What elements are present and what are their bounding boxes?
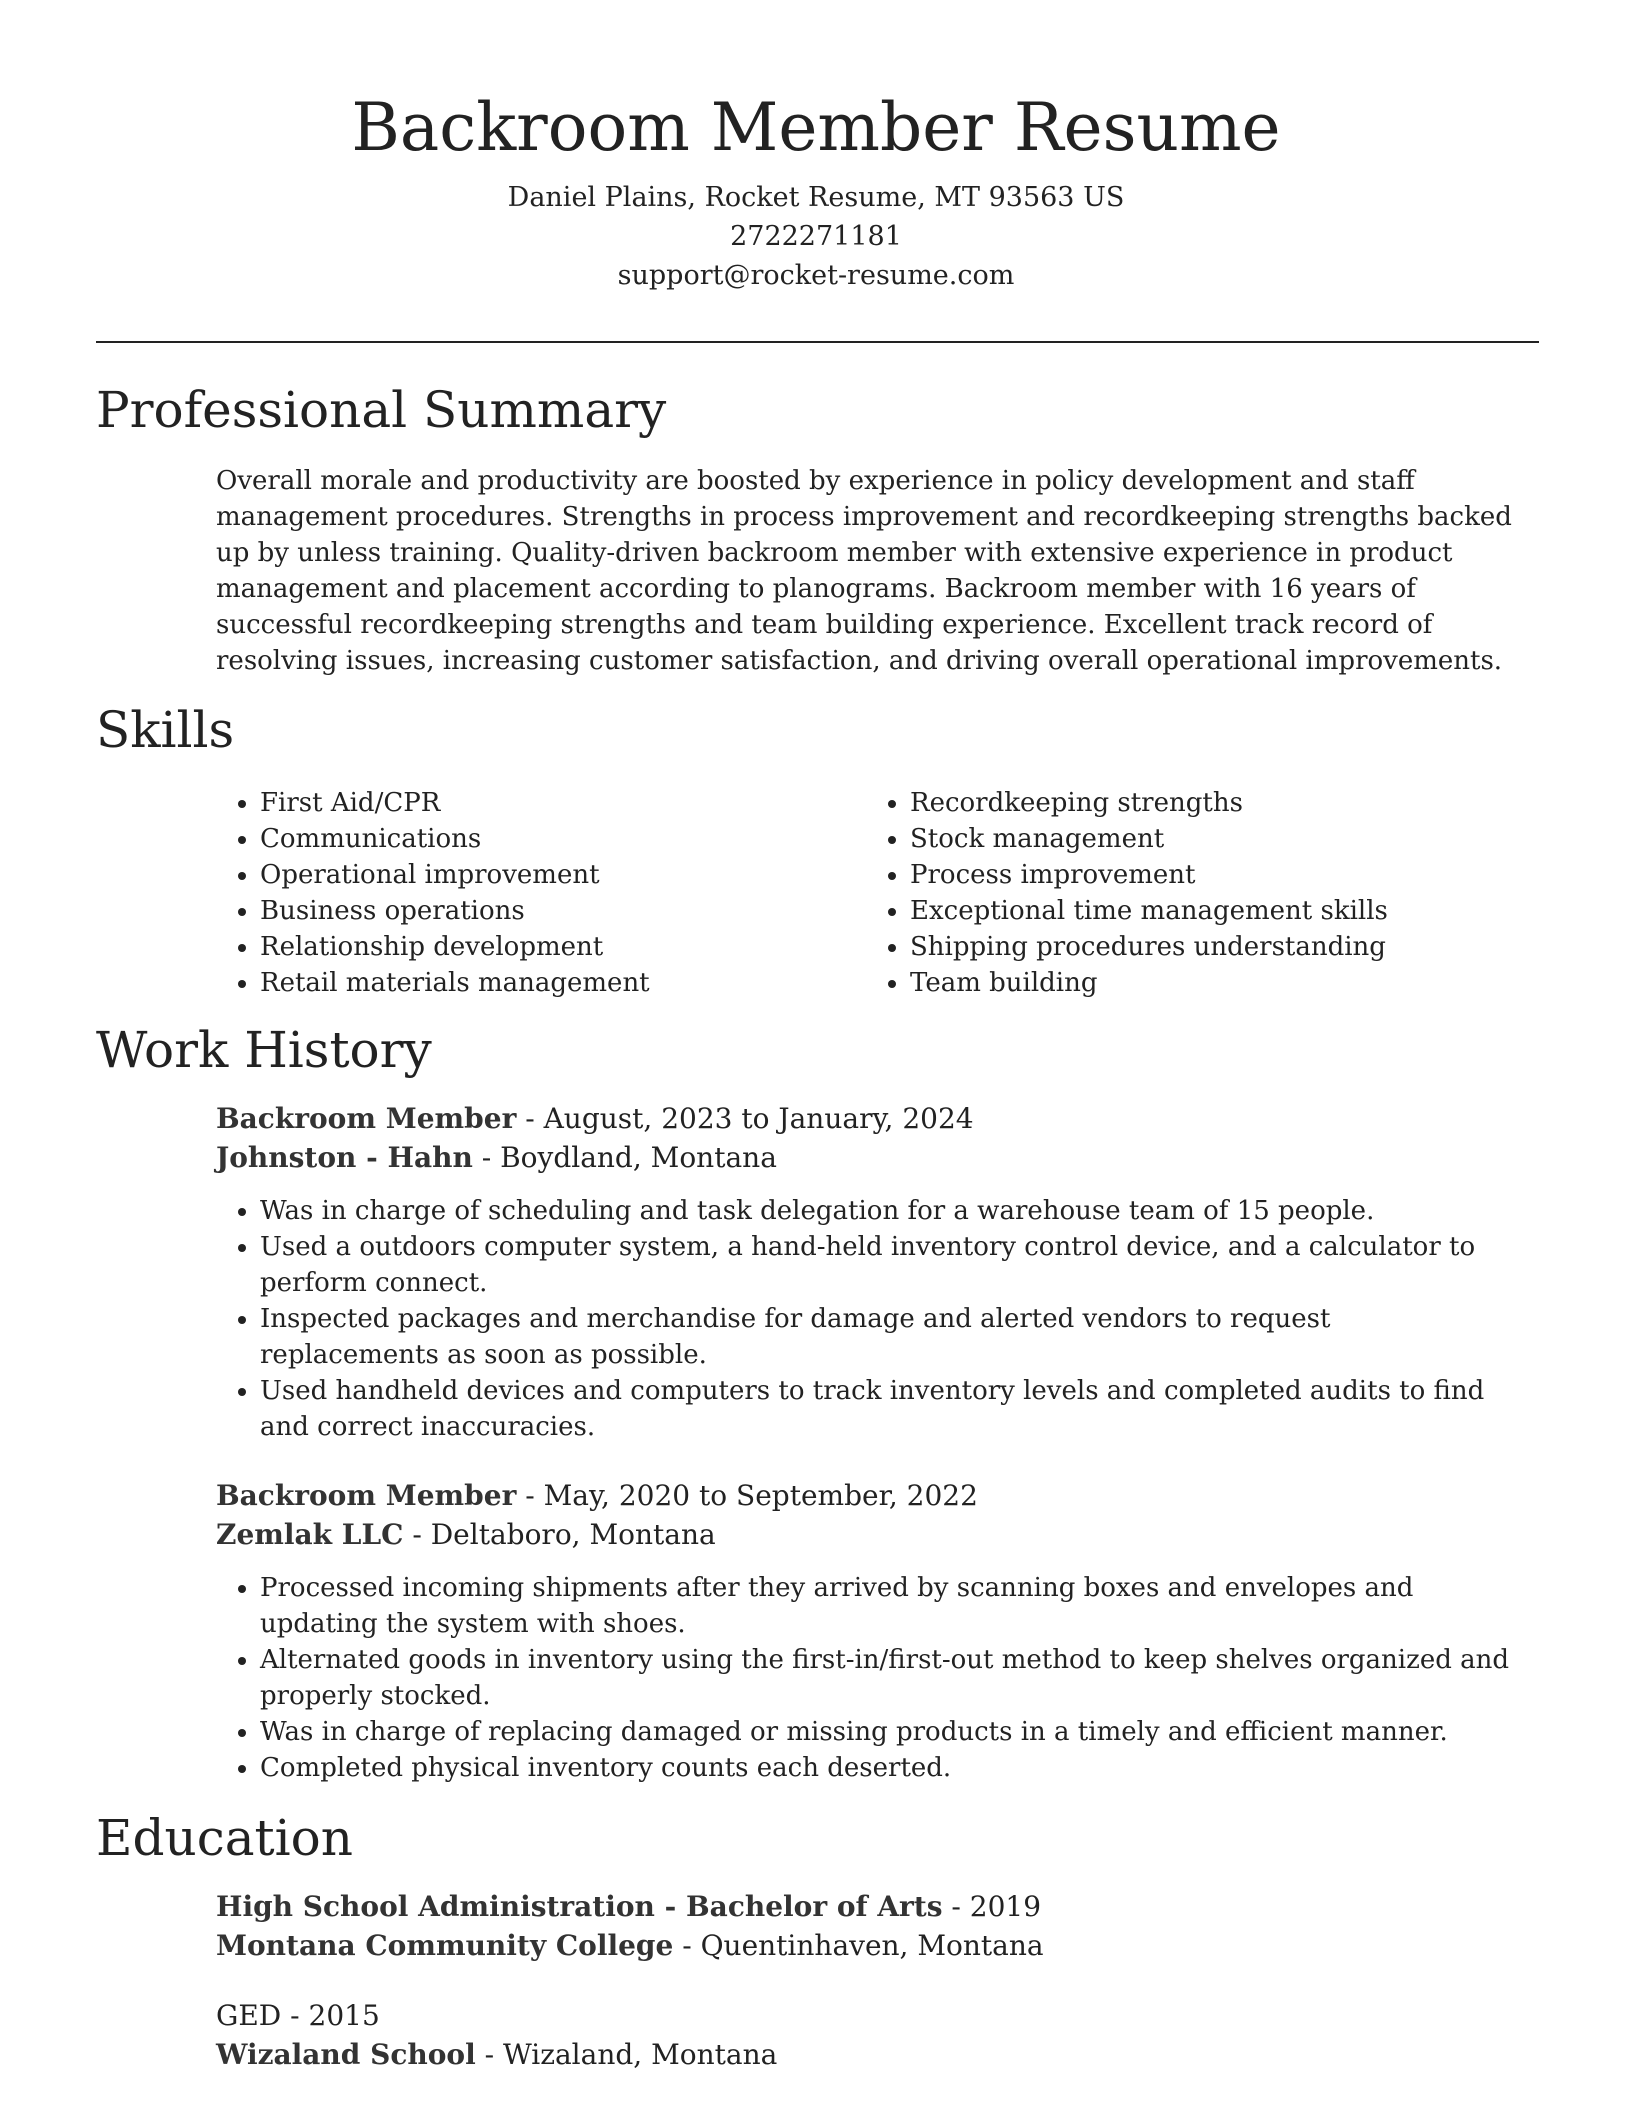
job-role: Backroom Member (216, 1479, 517, 1512)
job-title-line (216, 1099, 1516, 1138)
job-location: - Deltaboro, Montana (403, 1518, 716, 1551)
skill-item: • Recordkeeping strengths (910, 785, 1516, 821)
job-bullet: • Processed incoming shipments after they arrived by scanning boxes and envelopes and updating the system with shoes. (260, 1570, 1516, 1642)
resume-title: Backroom Member Resume (351, 89, 1281, 166)
summary-heading: Professional Summary (96, 381, 667, 439)
skill-item: • Retail materials management (260, 965, 866, 1001)
skills-column-right (866, 785, 1516, 1001)
job-bullets (216, 1193, 1516, 1445)
education-location: - Quentinhaven, Montana (673, 1929, 1044, 1962)
education-degree: High School Administration - Bachelor of Arts (216, 1890, 943, 1923)
skill-item: • Exceptional time management skills (910, 893, 1516, 929)
job-bullet: • Completed physical inventory counts each deserted. (260, 1750, 1516, 1786)
skill-item: • Stock management (910, 821, 1516, 857)
contact-address: Daniel Plains, Rocket Resume, MT 93563 US (507, 182, 1125, 213)
resume-header (0, 0, 1632, 295)
skills-list (216, 785, 1536, 1001)
education-heading: Education (96, 1809, 353, 1867)
skill-item: • Relationship development (260, 929, 866, 965)
header-divider (96, 341, 1539, 343)
job-dates: - May, 2020 to September, 2022 (516, 1479, 978, 1512)
job-company: Johnston - Hahn (216, 1141, 473, 1174)
skill-item: • Process improvement (910, 857, 1516, 893)
job-company-line (216, 1138, 1516, 1177)
job-title-line (216, 1476, 1516, 1515)
education-school-line (216, 1926, 1516, 1965)
job-bullet: • Alternated goods in inventory using the first-in/first-out method to keep shelves organized and properly stocked. (260, 1642, 1516, 1714)
job-company-line (216, 1515, 1516, 1554)
skill-item: • Business operations (260, 893, 866, 929)
job-bullets (216, 1570, 1516, 1786)
summary-text: Overall morale and productivity are boosted by experience in policy development and staff management procedures. Strengths in process improvement and recordkeeping strengths backed up by unless training. Quality-driven backroom member with extensive experience in product management and placement according to planograms. Backroom member with 16 years of successful recordkeeping strengths and team building experience. Excellent track record of resolving issues, increasing customer satisfaction, and driving overall operational improvements. (216, 466, 1512, 676)
education-school: Montana Community College (216, 1929, 674, 1962)
job-bullet: • Used a outdoors computer system, a hand-held inventory control device, and a calculator to perform connect. (260, 1229, 1516, 1301)
skill-item: • Shipping procedures understanding (910, 929, 1516, 965)
education-location: - Wizaland, Montana (475, 2038, 778, 2071)
education-year: GED - 2015 (216, 1999, 380, 2032)
contact-phone: 2722271181 (730, 221, 902, 252)
job-role: Backroom Member (216, 1102, 517, 1135)
education-year: - 2019 (942, 1890, 1042, 1923)
education-entry (216, 1996, 1516, 2074)
contact-email: support@rocket-resume.com (617, 260, 1015, 291)
education-degree-line (216, 1887, 1516, 1926)
education-degree-line (216, 1996, 1516, 2035)
job-bullet: • Was in charge of replacing damaged or missing products in a timely and efficient manner. (260, 1714, 1516, 1750)
job-dates: - August, 2023 to January, 2024 (516, 1102, 974, 1135)
skill-item: • Communications (260, 821, 866, 857)
contact-info (0, 178, 1632, 295)
skills-heading: Skills (96, 701, 235, 759)
job-location: - Boydland, Montana (472, 1141, 777, 1174)
skill-item: • First Aid/CPR (260, 785, 866, 821)
education-school: Wizaland School (216, 2038, 476, 2071)
education-school-line (216, 2035, 1516, 2074)
job-bullet: • Inspected packages and merchandise for damage and alerted vendors to request replacements as soon as possible. (260, 1301, 1516, 1373)
job-company: Zemlak LLC (216, 1518, 404, 1551)
job-entry (216, 1099, 1516, 1445)
skill-item: • Team building (910, 965, 1516, 1001)
job-bullet: • Was in charge of scheduling and task delegation for a warehouse team of 15 people. (260, 1193, 1516, 1229)
job-bullet: • Used handheld devices and computers to track inventory levels and completed audits to find and correct inaccuracies. (260, 1373, 1516, 1445)
job-entry (216, 1476, 1516, 1786)
skill-item: • Operational improvement (260, 857, 866, 893)
skills-column-left (216, 785, 866, 1001)
education-entry (216, 1887, 1516, 1965)
work-history-heading: Work History (96, 1021, 432, 1079)
